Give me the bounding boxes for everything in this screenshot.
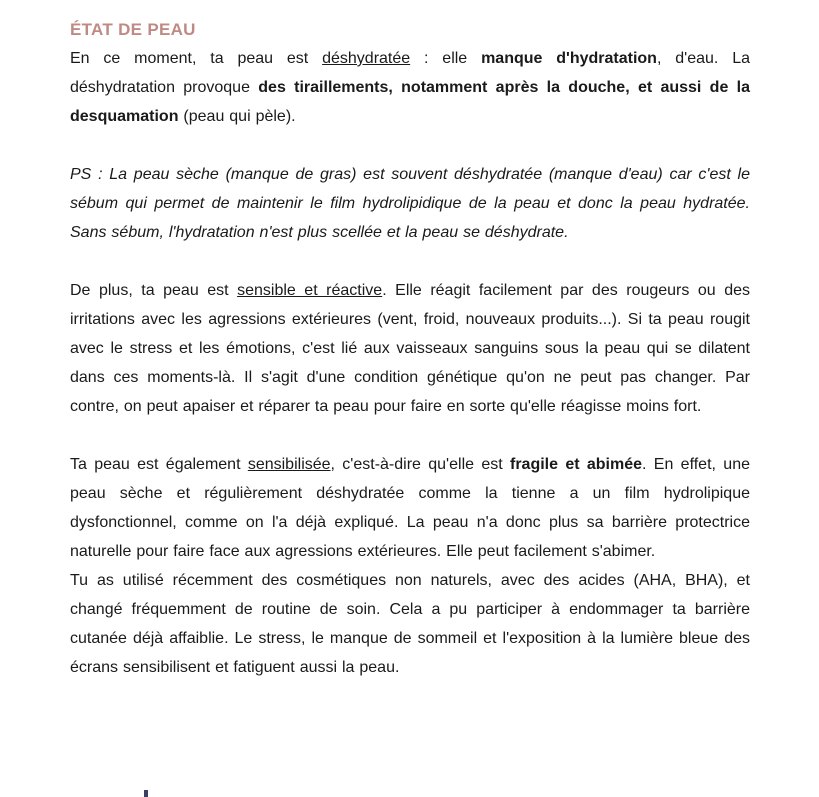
text-run: , d'eau. La déshydratation provoque <box>70 50 750 96</box>
text-run: Ta peau est également <box>70 456 248 473</box>
text-run: En ce moment, ta peau est <box>70 50 323 67</box>
paragraph-sensitized <box>70 450 750 566</box>
text-run: fragile et abimée <box>510 456 643 473</box>
text-run: PS : La peau sèche (manque de gras) est souvent déshydratée (manque d'eau) car c'est le sébum qui permet de maintenir le film hydrolipidique de la peau et donc la peau hydratée. Sans sébum, l'hydratation n'est plus scellée et la peau se déshydrate. <box>70 166 750 241</box>
text-run: , c'est-à-dire qu'elle est <box>330 456 510 473</box>
text-run: déshydratée <box>322 50 411 67</box>
text-run: des tiraillements, notamment après la douche, et aussi de la desquamation <box>70 79 750 125</box>
section-heading: ÉTAT DE PEAU <box>70 20 196 39</box>
text-run: . Elle réagit facilement par des rougeurs ou des irritations avec les agressions extérieures (vent, froid, nouveaux produits...). Si ta peau rougit avec le stress et les émotions, c'est lié aux vaisseaux sanguins sous la peau qui se dilatent dans ces moments-là. Il s'agit d'une condition génétique qu'on ne peut pas changer. Par contre, on peut apaiser et réparer ta peau pour faire en sorte qu'elle réagisse moins fort. <box>70 282 751 415</box>
text-run: sensibilisée <box>247 456 331 473</box>
text-run: manque d'hydratation <box>481 50 657 67</box>
text-run: Tu as utilisé récemment des cosmétiques non naturels, avec des acides (AHA, BHA), et changé fréquemment de routine de soin. Cela a pu participer à endommager ta barrière cutanée déjà affaiblie. Le stress, le manque de sommeil et l'exposition à la lumière bleue des écrans sensibilisent et fatiguent aussi la peau. <box>70 572 750 676</box>
next-line-cutoff-fragment <box>144 790 148 797</box>
text-run: sensible et réactive <box>237 282 383 299</box>
text-run: : elle <box>410 50 482 67</box>
paragraph-cosmetics-damage <box>70 566 750 682</box>
text-run: (peau qui pèle). <box>178 108 296 125</box>
paragraph-dehydrated <box>70 44 750 131</box>
text-run: De plus, ta peau est <box>70 282 238 299</box>
paragraph-ps-note <box>70 160 750 247</box>
paragraph-sensitive-reactive <box>70 276 750 421</box>
text-run: . En effet, une peau sèche et régulièrement déshydratée comme la tienne a un film hydrolipique dysfonctionnel, comme on l'a déjà expliqué. La peau n'a donc plus sa barrière protectrice naturelle pour faire face aux agressions extérieures. Elle peut facilement s'abimer. <box>70 456 750 560</box>
